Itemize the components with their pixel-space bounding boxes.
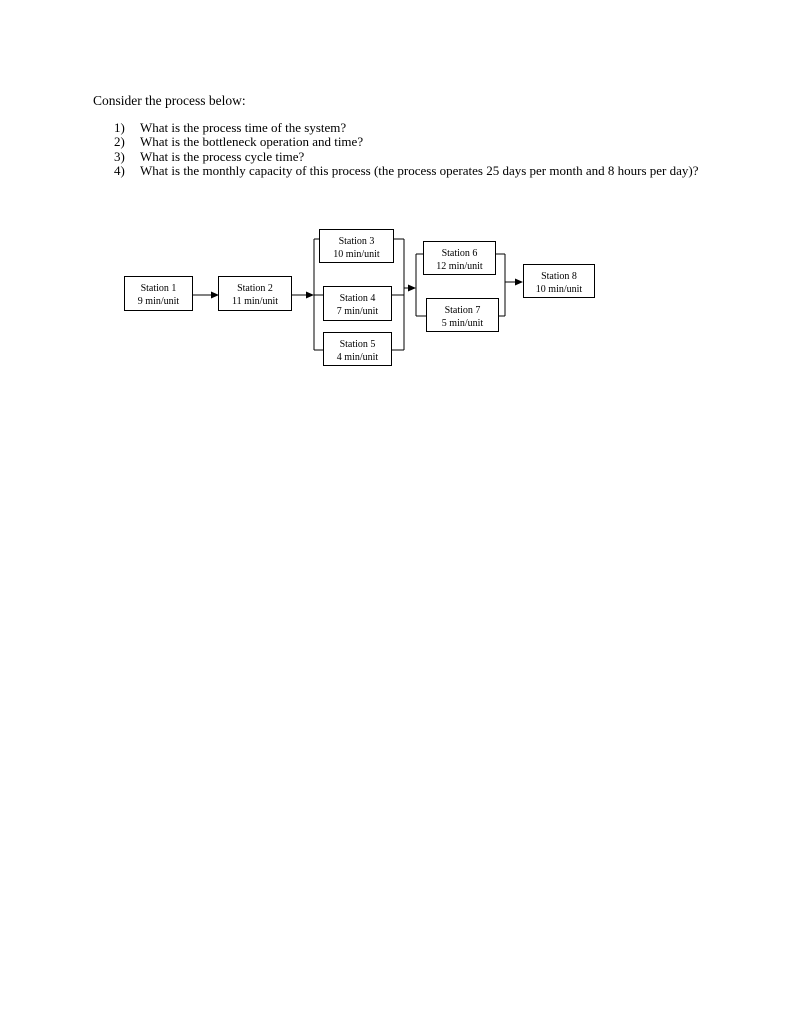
question-text: What is the process time of the system? bbox=[140, 120, 347, 135]
station-box-8 bbox=[524, 265, 595, 298]
station-time: 5 min/unit bbox=[441, 318, 484, 329]
station-box-4 bbox=[324, 287, 392, 321]
station-time: 10 min/unit bbox=[535, 284, 583, 295]
arrow-icon bbox=[211, 292, 219, 299]
station-box-2 bbox=[219, 277, 292, 311]
station-name: Station 8 bbox=[541, 271, 577, 282]
station-box-5 bbox=[324, 333, 392, 366]
arrow-icon bbox=[306, 292, 314, 299]
station-name: Station 4 bbox=[339, 293, 376, 304]
station-time: 7 min/unit bbox=[336, 306, 379, 317]
station-time: 11 min/unit bbox=[231, 296, 279, 307]
station-name: Station 5 bbox=[339, 339, 376, 350]
arrow-icon bbox=[408, 285, 416, 292]
question-number: 3) bbox=[114, 148, 125, 164]
station-box-3 bbox=[320, 230, 394, 263]
station-name: Station 6 bbox=[441, 248, 478, 259]
station-time: 9 min/unit bbox=[137, 296, 180, 307]
question-text: What is the process cycle time? bbox=[140, 148, 305, 164]
question-number: 2) bbox=[114, 134, 125, 150]
station-time: 12 min/unit bbox=[436, 261, 483, 272]
station-box-7 bbox=[427, 299, 499, 332]
question-text: What is the monthly capacity of this process (the process operates 25 days per month and 8 hours per day)? bbox=[140, 162, 699, 178]
station-box-6 bbox=[424, 242, 496, 275]
station-name: Station 2 bbox=[237, 283, 273, 294]
station-name: Station 1 bbox=[140, 283, 177, 294]
station-time: 10 min/unit bbox=[333, 249, 380, 260]
question-text: What is the bottleneck operation and time? bbox=[140, 134, 364, 150]
question-number: 4) bbox=[114, 162, 125, 178]
intro-text: Consider the process below: bbox=[93, 93, 246, 108]
station-time: 4 min/unit bbox=[336, 352, 379, 363]
question-number: 1) bbox=[114, 120, 125, 135]
station-name: Station 3 bbox=[338, 236, 375, 247]
arrow-icon bbox=[515, 279, 523, 286]
station-name: Station 7 bbox=[444, 305, 481, 316]
station-box-1 bbox=[125, 277, 193, 311]
